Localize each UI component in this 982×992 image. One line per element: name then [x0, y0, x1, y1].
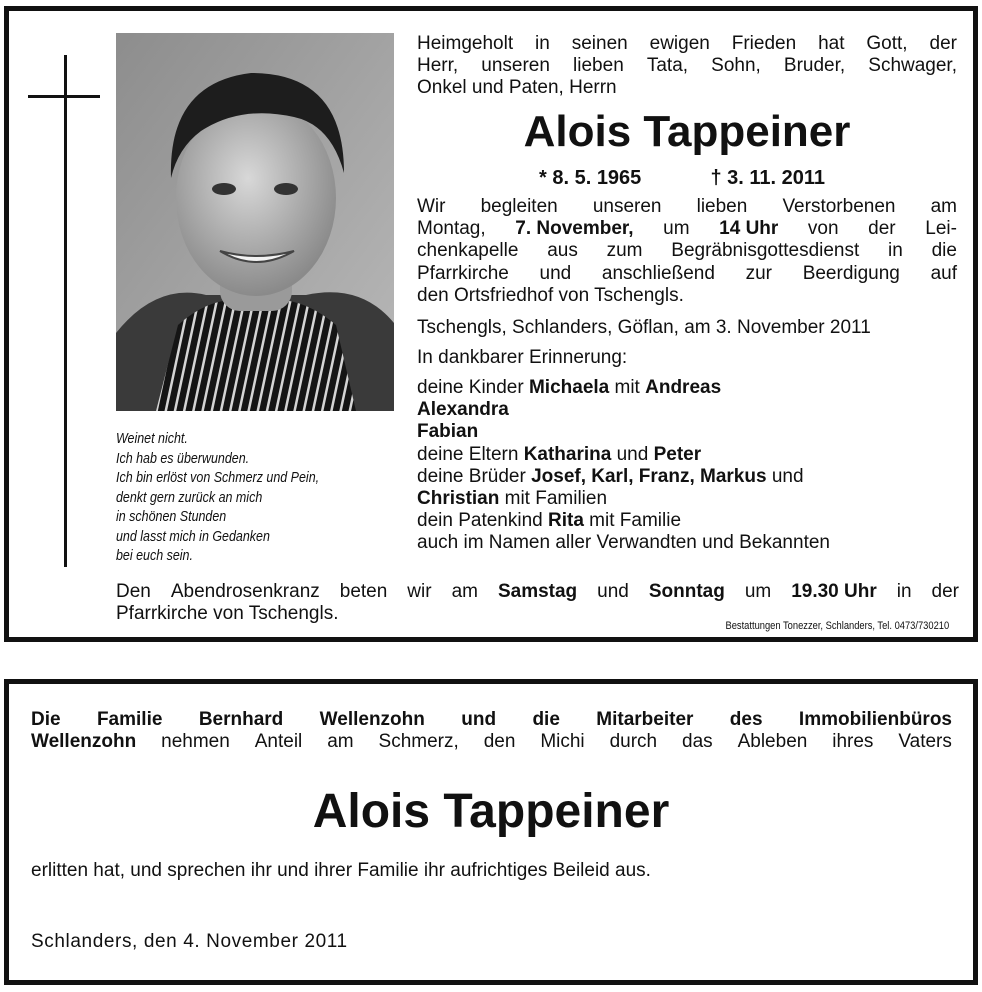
family-child: Fabian: [417, 421, 479, 443]
portrait-image: [116, 33, 394, 411]
poem: [116, 430, 365, 567]
funeral-info: [417, 196, 957, 307]
family-godchild: dein Patenkind Rita mit Familie: [417, 510, 682, 532]
cross-icon-bar: [28, 95, 100, 98]
birth-date: * 8. 5. 1965: [539, 167, 642, 189]
funeral-line: den Ortsfriedhof von Tschengls.: [417, 284, 684, 306]
poem-line: Ich bin erlöst von Schmerz und Pein,: [116, 470, 320, 486]
rosary-line: Pfarrkirche von Tschengls.: [116, 603, 339, 625]
condolence-place-date: Schlanders, den 4. November 2011: [31, 931, 348, 952]
condolence-text: [31, 709, 952, 753]
poem-line: Ich hab es überwunden.: [116, 450, 250, 467]
funeral-time: 14 Uhr: [719, 218, 779, 240]
intro-text: [417, 33, 957, 100]
family-children: deine Kinder Michaela mit Andreas: [417, 377, 722, 398]
poem-line: in schönen Stunden: [116, 509, 227, 525]
condolence-line: Die Familie Bernhard Wellenzohn und die Mitarbeiter des Immobilienbüros: [31, 709, 952, 730]
place-date: Tschengls, Schlanders, Göflan, am 3. November 2011: [417, 317, 871, 338]
intro-line: Onkel und Paten, Herrn: [417, 77, 617, 99]
obituary-notice: [4, 6, 978, 642]
deceased-name: Alois Tappeiner: [523, 107, 851, 156]
funeral-line: Wir begleiten unseren lieben Verstorbenen am: [417, 196, 957, 217]
family-child: Alexandra: [417, 399, 509, 421]
poem-line: Weinet nicht.: [116, 431, 188, 447]
funeral-line: Montag, 7. November, um 14 Uhr von der Lei-: [417, 218, 957, 240]
family-brothers: deine Brüder Josef, Karl, Franz, Markus und: [417, 465, 804, 487]
family-relatives: auch im Namen aller Verwandten und Bekannten: [417, 532, 830, 554]
portrait-photo: [116, 33, 394, 411]
cross-icon: [64, 55, 67, 567]
rosary-info: [116, 581, 959, 625]
undertaker-credit: Bestattungen Tonezzer, Schlanders, Tel. 0473/730210: [725, 620, 949, 632]
funeral-line: chenkapelle aus zum Begräbnisgottesdienst in die: [417, 240, 957, 262]
family-brother-last: Christian mit Familien: [417, 488, 608, 510]
family-parents: deine Eltern Katharina und Peter: [417, 443, 702, 465]
family-list: [417, 377, 830, 555]
rosary-line: Den Abendrosenkranz beten wir am Samstag und Sonntag um 19.30 Uhr in der: [116, 581, 959, 602]
condolence-line: Wellenzohn nehmen Anteil am Schmerz, den Michi durch das Ableben ihres Vaters: [31, 731, 952, 753]
life-dates: [539, 166, 825, 190]
death-date: † 3. 11. 2011: [710, 167, 825, 189]
poem-line: denkt gern zurück an mich: [116, 489, 263, 506]
funeral-line: Pfarrkirche und anschließend zur Beerdigung auf: [417, 262, 957, 284]
poem-line: bei euch sein.: [116, 548, 193, 564]
poem-line: und lasst mich in Gedanken: [116, 528, 270, 545]
intro-line: Heimgeholt in seinen ewigen Frieden hat Gott, der: [417, 33, 957, 54]
funeral-date: 7. November,: [515, 218, 634, 240]
intro-line: Herr, unseren lieben Tata, Sohn, Bruder, Schwager,: [417, 55, 957, 77]
remembrance-intro: In dankbarer Erinnerung:: [417, 347, 628, 368]
condolence-notice: [4, 679, 978, 985]
condolence-closing: erlitten hat, und sprechen ihr und ihrer Familie ihr aufrichtiges Beileid aus.: [31, 860, 651, 881]
condolence-deceased-name: Alois Tappeiner: [312, 785, 670, 838]
